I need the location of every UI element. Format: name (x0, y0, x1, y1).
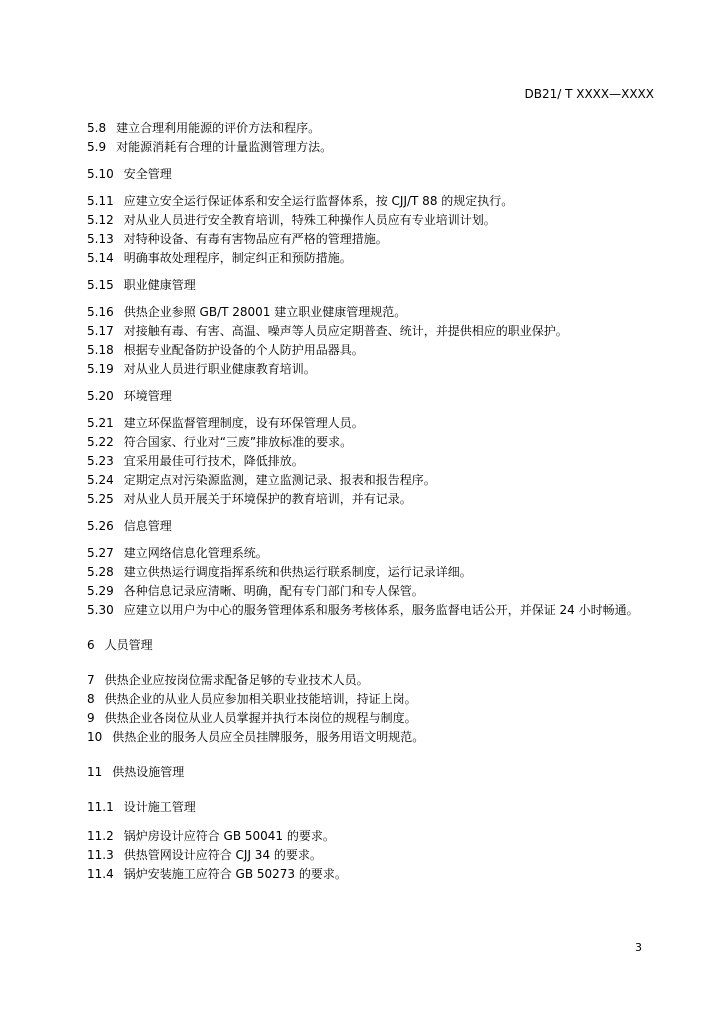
clause-text: 建立合理利用能源的评价方法和程序。 (116, 121, 321, 135)
clause-5-12 (87, 211, 657, 230)
clause-number: 5.30 (87, 603, 114, 617)
clause-10 (87, 728, 657, 747)
clause-11-2 (87, 827, 657, 846)
heading-11 (87, 763, 657, 782)
document-code-header: DB21/ T XXXX—XXXX (524, 87, 654, 101)
clause-5-25 (87, 490, 657, 509)
clause-text: 供热企业应按岗位需求配备足够的专业技术人员。 (104, 673, 369, 687)
clause-5-29 (87, 582, 657, 601)
clause-5-28 (87, 563, 657, 582)
clause-number: 5.25 (87, 492, 114, 506)
clause-5-9 (87, 138, 657, 157)
clause-text: 对能源消耗有合理的计量监测管理方法。 (116, 140, 333, 154)
page-number: 3 (635, 941, 642, 954)
clause-5-22 (87, 433, 657, 452)
clause-number: 5.18 (87, 343, 114, 357)
clause-text: 锅炉安装施工应符合 GB 50273 的要求。 (123, 867, 347, 881)
clause-number: 5.9 (87, 140, 107, 154)
clause-8 (87, 690, 657, 709)
clause-5-30 (87, 601, 657, 620)
clause-text: 建立环保监督管理制度，设有环保管理人员。 (123, 416, 364, 430)
clause-11-3 (87, 846, 657, 865)
heading-6 (87, 636, 657, 655)
clause-5-23 (87, 452, 657, 471)
document-body (87, 119, 657, 884)
clause-text: 供热企业的从业人员应参加相关职业技能培训，持证上岗。 (104, 692, 417, 706)
clause-number: 8 (87, 692, 95, 706)
clause-text: 定期定点对污染源监测，建立监测记录、报表和报告程序。 (123, 473, 436, 487)
heading-11-1 (87, 798, 657, 817)
clause-text: 应建立以用户为中心的服务管理体系和服务考核体系，服务监督电话公开，并保证 24 小时畅通。 (123, 603, 639, 617)
clause-number: 5.10 (87, 167, 114, 181)
clause-5-16 (87, 303, 657, 322)
clause-number: 11 (87, 765, 103, 779)
clause-5-24 (87, 471, 657, 490)
clause-7 (87, 671, 657, 690)
clause-number: 5.12 (87, 213, 114, 227)
clause-text: 建立网络信息化管理系统。 (123, 546, 268, 560)
clause-number: 9 (87, 711, 95, 725)
clause-5-21 (87, 414, 657, 433)
clause-number: 5.8 (87, 121, 107, 135)
clause-text: 符合国家、行业对“三废”排放标准的要求。 (123, 435, 353, 449)
clause-number: 11.4 (87, 867, 114, 881)
clause-number: 5.23 (87, 454, 114, 468)
clause-text: 职业健康管理 (123, 278, 196, 292)
clause-number: 6 (87, 638, 95, 652)
clause-5-13 (87, 230, 657, 249)
clause-number: 11.1 (87, 800, 114, 814)
clause-number: 5.28 (87, 565, 114, 579)
clause-9 (87, 709, 657, 728)
clause-text: 供热管网设计应符合 CJJ 34 的要求。 (123, 848, 322, 862)
heading-5-26 (87, 517, 657, 536)
heading-5-20 (87, 387, 657, 406)
clause-text: 人员管理 (104, 638, 153, 652)
clause-text: 对接触有毒、有害、高温、噪声等人员应定期普查、统计，并提供相应的职业保护。 (123, 324, 568, 338)
clause-number: 5.20 (87, 389, 114, 403)
clause-text: 根据专业配备防护设备的个人防护用品器具。 (123, 343, 364, 357)
clause-number: 5.13 (87, 232, 114, 246)
clause-text: 建立供热运行调度指挥系统和供热运行联系制度，运行记录详细。 (123, 565, 472, 579)
clause-text: 应建立安全运行保证体系和安全运行监督体系，按 CJJ/T 88 的规定执行。 (123, 194, 514, 208)
heading-5-10 (87, 165, 657, 184)
clause-number: 11.2 (87, 829, 114, 843)
clause-number: 5.27 (87, 546, 114, 560)
clause-number: 5.11 (87, 194, 114, 208)
clause-number: 5.17 (87, 324, 114, 338)
clause-number: 5.16 (87, 305, 114, 319)
clause-number: 7 (87, 673, 95, 687)
clause-number: 5.22 (87, 435, 114, 449)
clause-number: 5.24 (87, 473, 114, 487)
clause-text: 供热企业的服务人员应全员挂牌服务，服务用语文明规范。 (112, 730, 425, 744)
clause-text: 对从业人员开展关于环境保护的教育培训，并有记录。 (123, 492, 412, 506)
clause-number: 5.29 (87, 584, 114, 598)
clause-text: 对特种设备、有毒有害物品应有严格的管理措施。 (123, 232, 388, 246)
clause-text: 供热企业参照 GB/T 28001 建立职业健康管理规范。 (123, 305, 407, 319)
clause-number: 10 (87, 730, 103, 744)
clause-number: 5.14 (87, 251, 114, 265)
clause-text: 对从业人员进行安全教育培训，特殊工种操作人员应有专业培训计划。 (123, 213, 496, 227)
clause-5-11 (87, 192, 657, 211)
clause-5-27 (87, 544, 657, 563)
clause-text: 对从业人员进行职业健康教育培训。 (123, 362, 316, 376)
clause-text: 信息管理 (123, 519, 172, 533)
clause-5-17 (87, 322, 657, 341)
clause-text: 各种信息记录应清晰、明确，配有专门部门和专人保管。 (123, 584, 424, 598)
clause-5-14 (87, 249, 657, 268)
clause-11-4 (87, 865, 657, 884)
clause-text: 环境管理 (123, 389, 172, 403)
heading-5-15 (87, 276, 657, 295)
clause-number: 5.21 (87, 416, 114, 430)
clause-text: 供热企业各岗位从业人员掌握并执行本岗位的规程与制度。 (104, 711, 417, 725)
clause-text: 锅炉房设计应符合 GB 50041 的要求。 (123, 829, 335, 843)
clause-number: 5.15 (87, 278, 114, 292)
clause-number: 11.3 (87, 848, 114, 862)
clause-5-19 (87, 360, 657, 379)
clause-5-18 (87, 341, 657, 360)
clause-text: 设计施工管理 (123, 800, 196, 814)
clause-text: 宜采用最佳可行技术，降低排放。 (123, 454, 304, 468)
clause-5-8 (87, 119, 657, 138)
clause-text: 安全管理 (123, 167, 172, 181)
clause-text: 供热设施管理 (112, 765, 185, 779)
clause-number: 5.19 (87, 362, 114, 376)
clause-number: 5.26 (87, 519, 114, 533)
clause-text: 明确事故处理程序，制定纠正和预防措施。 (123, 251, 352, 265)
